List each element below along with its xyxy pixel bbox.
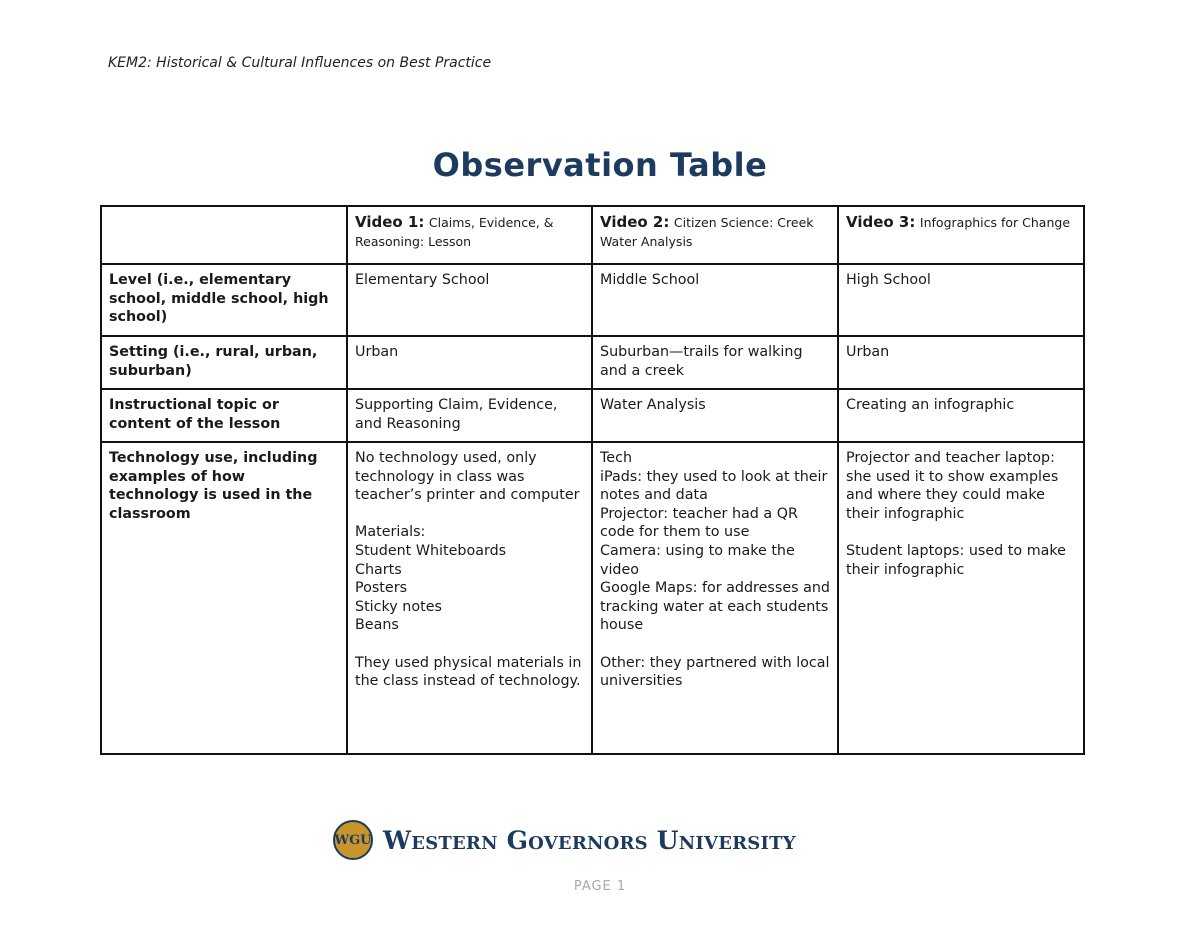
table-corner-cell [101,206,347,264]
table-cell: Tech iPads: they used to look at their notes and data Projector: teacher had a QR code for them to use Camera: using to make the video Google Maps: for addresses and tracking water at each students house Other: they partnered with local universities [592,442,838,754]
row-label: Technology use, including examples of how technology is used in the classroom [101,442,347,754]
column-header-video-3 [838,206,1084,264]
column-header-subtitle: Infographics for Change [919,215,1071,230]
page-number: PAGE 1 [573,879,627,894]
table-header-row [101,206,1084,264]
table-cell: Urban [838,336,1084,389]
column-header-video-1 [347,206,592,264]
table-row-topic [101,389,1084,442]
table-cell: Supporting Claim, Evidence, and Reasoning [347,389,592,442]
column-header-label: Video 2: [600,213,670,231]
column-header-subtitle: Citizen Science: Creek Water Analysis [600,215,814,249]
row-label: Level (i.e., elementary school, middle school, high school) [101,264,347,336]
column-header-label: Video 3: [846,213,916,231]
wgu-logo [333,818,843,862]
wgu-wordmark: Western Governors University [383,825,796,855]
table-row-level [101,264,1084,336]
table-cell: Middle School [592,264,838,336]
table-cell: Water Analysis [592,389,838,442]
table-row-setting [101,336,1084,389]
column-header-video-2 [592,206,838,264]
row-label: Setting (i.e., rural, urban, suburban) [101,336,347,389]
column-header-subtitle: Claims, Evidence, & Reasoning: Lesson [355,215,554,249]
column-header-label: Video 1: [355,213,425,231]
table-cell: Urban [347,336,592,389]
table-cell: Projector and teacher laptop: she used it to show examples and where they could make their infographic Student laptops: used to make their infographic [838,442,1084,754]
wgu-seal-icon: WGU [333,820,373,860]
table-cell: Elementary School [347,264,592,336]
observation-table [100,205,1085,755]
table-cell: No technology used, only technology in class was teacher’s printer and computer Materials: Student Whiteboards Charts Posters Sticky notes Beans They used physical materials in the class instead of technology. [347,442,592,754]
document-header: KEM2: Historical & Cultural Influences on Best Practice [108,55,492,71]
row-label: Instructional topic or content of the lesson [101,389,347,442]
table-cell: High School [838,264,1084,336]
page-title: Observation Table [432,146,768,184]
table-row-technology [101,442,1084,754]
table-cell: Creating an infographic [838,389,1084,442]
table-cell: Suburban—trails for walking and a creek [592,336,838,389]
